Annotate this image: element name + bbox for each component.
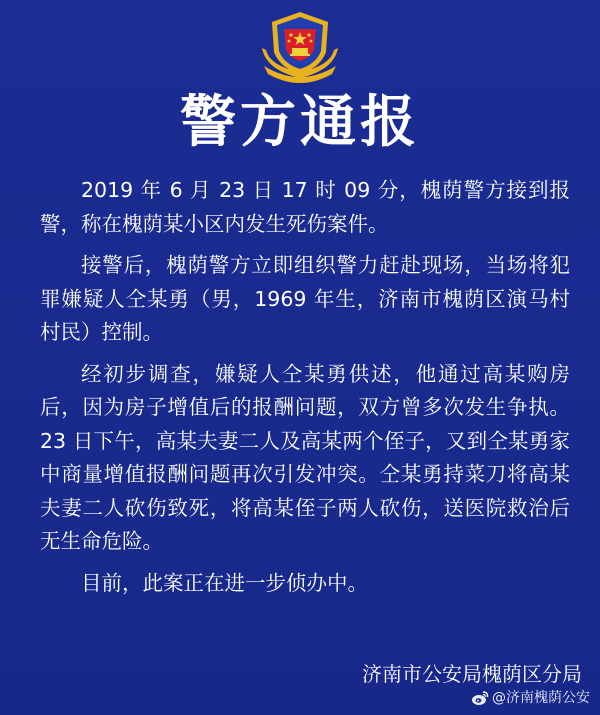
weibo-watermark	[471, 688, 590, 708]
notice-paragraph: 经初步调查，嫌疑人仝某勇供述，他通过高某购房后，因为房子增值后的报酬问题，双方曾多次发生争执。23 日下午，高某夫妻二人及高某两个侄子，又到仝某勇家中商量增值报酬问题再次引发冲突。仝某勇持菜刀将高某夫妻二人砍伤致死，将高某侄子两人砍伤，送医院救治后无生命危险。	[40, 361, 570, 553]
issuer-signature: 济南市公安局槐荫区分局	[362, 662, 582, 686]
notice-body	[40, 174, 570, 600]
weibo-handle: @济南槐荫公安	[492, 690, 590, 706]
weibo-icon	[471, 690, 489, 706]
notice-paragraph: 接警后，槐荫警方立即组织警力赶赴现场，当场将犯罪嫌疑人仝某勇（男，1969 年生，济南市槐荫区演马村村民）控制。	[40, 253, 570, 344]
page-title: 警方通报	[180, 90, 420, 155]
notice-paragraph: 2019 年 6 月 23 日 17 时 09 分，槐荫警方接到报警，称在槐荫某小区内发生死伤案件。	[40, 178, 570, 236]
police-emblem-icon	[258, 8, 342, 84]
notice-paragraph: 目前，此案正在进一步侦办中。	[81, 570, 368, 595]
